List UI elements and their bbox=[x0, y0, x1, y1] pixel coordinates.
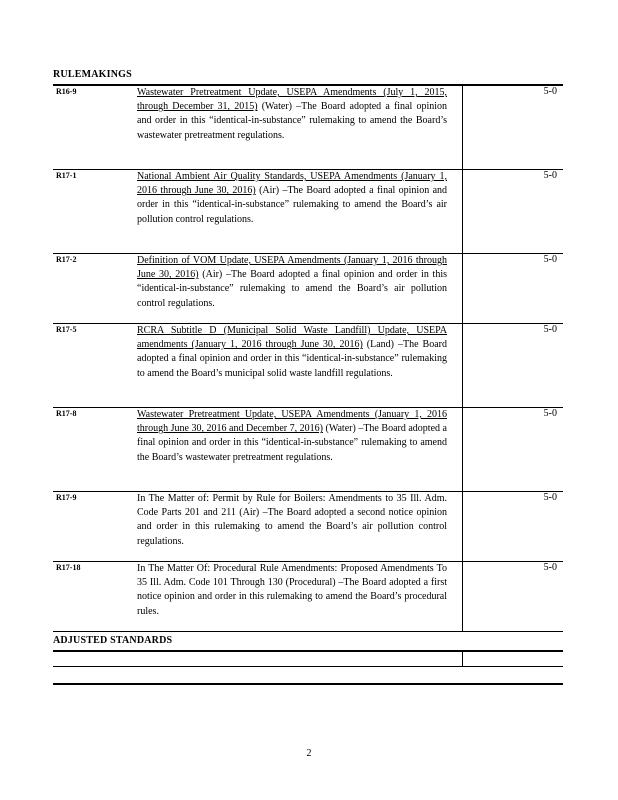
rulemaking-description: (Water) –The Board adopted a final opinion and order in this “identical-in-substance” rulemaking to amend the Board’s wastewater pretreatment regulations. bbox=[137, 101, 447, 141]
page-number: 2 bbox=[306, 748, 312, 759]
rulemaking-title: Definition of VOM Update, USEPA Amendments (January 1, 2016 through June 30, 2016) bbox=[137, 255, 447, 281]
rulemaking-title: In The Matter of: Permit by Rule for Boilers: Amendments to 35 Ill. Adm. Code Parts 201 and 211 bbox=[137, 493, 447, 519]
vote-count: 5-0 bbox=[543, 254, 557, 265]
adjusted-standards-row-divider bbox=[53, 666, 563, 667]
rulemaking-description: (Air) –The Board adopted a final opinion and order in this “identical-in-substance” rulemaking to amend the Board’s air pollution control regulations. bbox=[137, 185, 448, 225]
rulemaking-summary bbox=[137, 324, 447, 381]
vote-count: 5-0 bbox=[543, 324, 557, 335]
rulemaking-title: Wastewater Pretreatment Update, USEPA Amendments (January 1, 2016 through June 30, 2016 and December 7, 2016) bbox=[137, 409, 447, 435]
rulemaking-row-r17-2 bbox=[53, 254, 563, 324]
rulemaking-description: (Water) –The Board adopted a final opinion and order in this “identical-in-substance” rulemaking to amend the Board’s wastewater pretreatment regulations. bbox=[137, 423, 447, 463]
rulemaking-row-r17-9 bbox=[53, 492, 563, 562]
rulemaking-row-r17-5 bbox=[53, 324, 563, 408]
rulemaking-summary bbox=[137, 492, 447, 549]
rulemaking-title: Wastewater Pretreatment Update, USEPA Amendments (July 1, 2015, through December 31, 2015) bbox=[137, 87, 447, 113]
table-bottom-rule bbox=[53, 683, 563, 685]
rulemaking-summary bbox=[137, 86, 447, 143]
vote-count: 5-0 bbox=[543, 492, 557, 503]
rulemaking-summary bbox=[137, 170, 447, 227]
rulemaking-summary bbox=[137, 408, 447, 465]
vote-count: 5-0 bbox=[543, 170, 557, 181]
docket-number: R16-9 bbox=[56, 87, 77, 96]
rulemaking-description: (Land) –The Board adopted a final opinion and order in this “identical-in-substance” rulemaking to amend the Board’s municipal solid waste landfill regulations. bbox=[137, 339, 447, 379]
rulemaking-row-r16-9 bbox=[53, 86, 563, 170]
rulemaking-summary bbox=[137, 562, 447, 619]
rulemaking-description: (Air) –The Board adopted a second notice opinion and order in this rulemaking to amend the Board’s air pollution control regulations. bbox=[137, 507, 448, 547]
vote-count: 5-0 bbox=[543, 562, 557, 573]
rulemaking-title: National Ambient Air Quality Standards, USEPA Amendments (January 1, 2016 through June 30, 2016) bbox=[137, 171, 447, 197]
rulemaking-description: (Air) –The Board adopted a final opinion and order in this “identical-in-substance” rulemaking to amend the Board’s air pollution control regulations. bbox=[137, 269, 447, 309]
rulemaking-title: RCRA Subtitle D (Municipal Solid Waste Landfill) Update, USEPA amendments (January 1, 2016 through June 30, 2016) bbox=[137, 325, 447, 351]
docket-number: R17-5 bbox=[56, 325, 77, 334]
table-column-divider-2 bbox=[462, 651, 463, 667]
rulemakings-heading: RULEMAKINGS bbox=[53, 69, 132, 80]
rulemaking-description: (Procedural) –The Board adopted a first notice opinion and order in this rulemaking to amend the Board’s procedural rules. bbox=[137, 577, 447, 617]
rulemaking-row-r17-1 bbox=[53, 170, 563, 254]
vote-count: 5-0 bbox=[543, 86, 557, 97]
adjusted-standards-heading: ADJUSTED STANDARDS bbox=[53, 635, 173, 646]
rulemaking-summary bbox=[137, 254, 447, 311]
docket-number: R17-2 bbox=[56, 255, 77, 264]
rulemaking-row-r17-18 bbox=[53, 562, 563, 632]
docket-number: R17-9 bbox=[56, 493, 77, 502]
docket-number: R17-18 bbox=[56, 563, 81, 572]
row-divider bbox=[53, 631, 563, 632]
adjusted-standards-divider bbox=[53, 650, 563, 652]
docket-number: R17-1 bbox=[56, 171, 77, 180]
rulemaking-row-r17-8 bbox=[53, 408, 563, 492]
rulemaking-title: In The Matter Of: Procedural Rule Amendments: Proposed Amendments To 35 Ill. Adm. Code 101 Through 130 bbox=[137, 563, 447, 589]
vote-count: 5-0 bbox=[543, 408, 557, 419]
docket-number: R17-8 bbox=[56, 409, 77, 418]
